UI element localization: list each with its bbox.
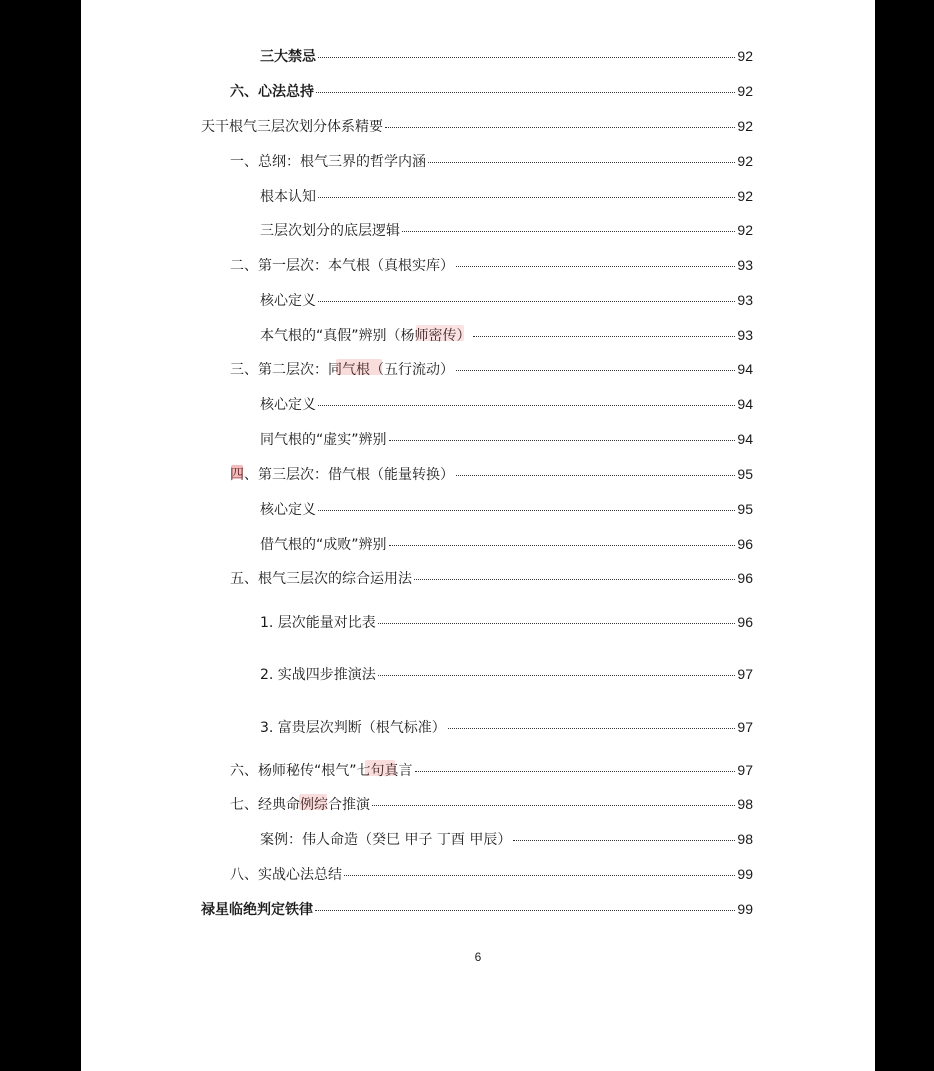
toc-entry-label: 一、总纲：根气三界的哲学内涵 xyxy=(230,154,426,170)
toc-entry-page: 97 xyxy=(737,666,753,682)
dot-leader xyxy=(385,127,735,128)
toc-entry-page: 98 xyxy=(737,796,753,812)
dot-leader xyxy=(402,231,735,232)
toc-entry[interactable] xyxy=(260,394,753,414)
toc-entry[interactable] xyxy=(201,116,753,136)
toc-entry-page: 95 xyxy=(737,466,753,482)
dot-leader xyxy=(456,370,735,371)
toc-entry-page: 98 xyxy=(737,831,753,847)
toc-entry[interactable] xyxy=(230,864,753,884)
dot-leader xyxy=(415,771,736,772)
dot-leader xyxy=(414,579,735,580)
toc-entry[interactable] xyxy=(230,464,753,484)
toc-entry-page: 97 xyxy=(737,719,753,735)
toc-entry-page: 94 xyxy=(737,431,753,447)
toc-entry[interactable] xyxy=(230,255,753,275)
toc-entry[interactable] xyxy=(230,151,753,171)
toc-entry-label: 核心定义 xyxy=(260,293,316,309)
stamp-residue xyxy=(365,760,395,776)
toc-entry-label: 五、根气三层次的综合运用法 xyxy=(230,571,412,587)
toc-entry-label: 三层次划分的底层逻辑 xyxy=(260,223,400,239)
dot-leader xyxy=(456,266,735,267)
toc-entry-label: 1. 层次能量对比表 xyxy=(260,615,376,631)
toc-entry-label: 六、杨师秘传“根气”七句真言 xyxy=(230,763,413,779)
toc-entry[interactable] xyxy=(230,760,753,780)
dot-leader xyxy=(318,510,735,511)
toc-entry-label: 根本认知 xyxy=(260,189,316,205)
toc-entry[interactable] xyxy=(260,290,753,310)
dot-leader xyxy=(318,405,735,406)
toc-entry-label: 2. 实战四步推演法 xyxy=(260,667,376,683)
dot-leader xyxy=(318,57,735,58)
toc-entry-label: 同气根的“虚实”辨别 xyxy=(260,432,387,448)
toc-entry[interactable] xyxy=(260,717,753,737)
dot-leader xyxy=(378,623,736,624)
toc-entry-page: 93 xyxy=(737,292,753,308)
toc-entry-label: 核心定义 xyxy=(260,502,316,518)
toc-entry-page: 92 xyxy=(737,222,753,238)
toc-entry-label: 七、经典命例综合推演 xyxy=(230,797,370,813)
toc-entry[interactable] xyxy=(260,829,753,849)
toc-entry-page: 92 xyxy=(737,118,753,134)
dot-leader xyxy=(372,805,735,806)
toc-entry-label: 三大禁忌 xyxy=(260,49,316,65)
toc-entry-label: 禄星临绝判定铁律 xyxy=(201,902,313,918)
toc-entry-label: 二、第一层次：本气根（真根实库） xyxy=(230,258,454,274)
dot-leader xyxy=(318,301,735,302)
toc-entry-page: 99 xyxy=(737,866,753,882)
toc-entry-label: 案例：伟人命造（癸巳 甲子 丁酉 甲辰） xyxy=(260,832,512,848)
dot-leader xyxy=(428,162,735,163)
dot-leader xyxy=(513,840,735,841)
stamp-residue xyxy=(231,465,243,479)
document-page xyxy=(81,0,875,1071)
toc-entry[interactable] xyxy=(260,534,753,554)
toc-entry-label: 本气根的“真假”辨别（杨师密传） xyxy=(260,328,471,344)
dot-leader xyxy=(448,728,736,729)
toc-entry-page: 93 xyxy=(737,257,753,273)
toc-entry-page: 92 xyxy=(737,188,753,204)
toc-entry[interactable] xyxy=(260,186,753,206)
toc-entry-label: 3. 富贵层次判断（根气标准） xyxy=(260,720,446,736)
dot-leader xyxy=(318,197,735,198)
toc-entry-page: 96 xyxy=(737,536,753,552)
dot-leader xyxy=(344,875,735,876)
toc-entry-page: 97 xyxy=(737,762,753,778)
toc-entry[interactable] xyxy=(260,220,753,240)
toc-entry-label: 八、实战心法总结 xyxy=(230,867,342,883)
dot-leader xyxy=(389,545,736,546)
toc-entry-label: 三、第二层次：同气根（五行流动） xyxy=(230,362,454,378)
dot-leader xyxy=(378,675,736,676)
toc-entry-page: 94 xyxy=(737,396,753,412)
toc-entry[interactable] xyxy=(260,499,753,519)
stamp-residue xyxy=(336,359,382,375)
toc-entry-label: 借气根的“成败”辨别 xyxy=(260,537,387,553)
toc-entry-page: 92 xyxy=(737,48,753,64)
dot-leader xyxy=(456,475,735,476)
toc-entry-page: 95 xyxy=(737,501,753,517)
toc-entry-label: 六、心法总持 xyxy=(230,84,314,100)
dot-leader xyxy=(473,336,736,337)
toc-entry-page: 94 xyxy=(737,361,753,377)
toc-entry[interactable] xyxy=(260,46,753,66)
dot-leader xyxy=(316,92,735,93)
toc-entry[interactable] xyxy=(260,325,753,345)
toc-entry[interactable] xyxy=(230,81,753,101)
toc-entry-page: 93 xyxy=(737,327,753,343)
toc-entry-label: 四、第三层次：借气根（能量转换） xyxy=(230,467,454,483)
stamp-residue xyxy=(299,794,327,810)
toc-entry-page: 96 xyxy=(737,614,753,630)
toc-entry[interactable] xyxy=(260,664,753,684)
toc-entry[interactable] xyxy=(230,568,753,588)
toc-entry[interactable] xyxy=(260,612,753,632)
toc-entry[interactable] xyxy=(201,899,753,919)
toc-entry[interactable] xyxy=(230,359,753,379)
toc-entry-page: 96 xyxy=(737,570,753,586)
toc-entry-page: 92 xyxy=(737,153,753,169)
dot-leader xyxy=(389,440,736,441)
toc-entry-page: 99 xyxy=(737,901,753,917)
toc-entry-label: 天干根气三层次划分体系精要 xyxy=(201,119,383,135)
toc-entry-page: 92 xyxy=(737,83,753,99)
stamp-residue xyxy=(416,325,464,341)
page-number: 6 xyxy=(474,950,482,964)
toc-entry-label: 核心定义 xyxy=(260,397,316,413)
toc-entry[interactable] xyxy=(260,429,753,449)
dot-leader xyxy=(315,910,735,911)
